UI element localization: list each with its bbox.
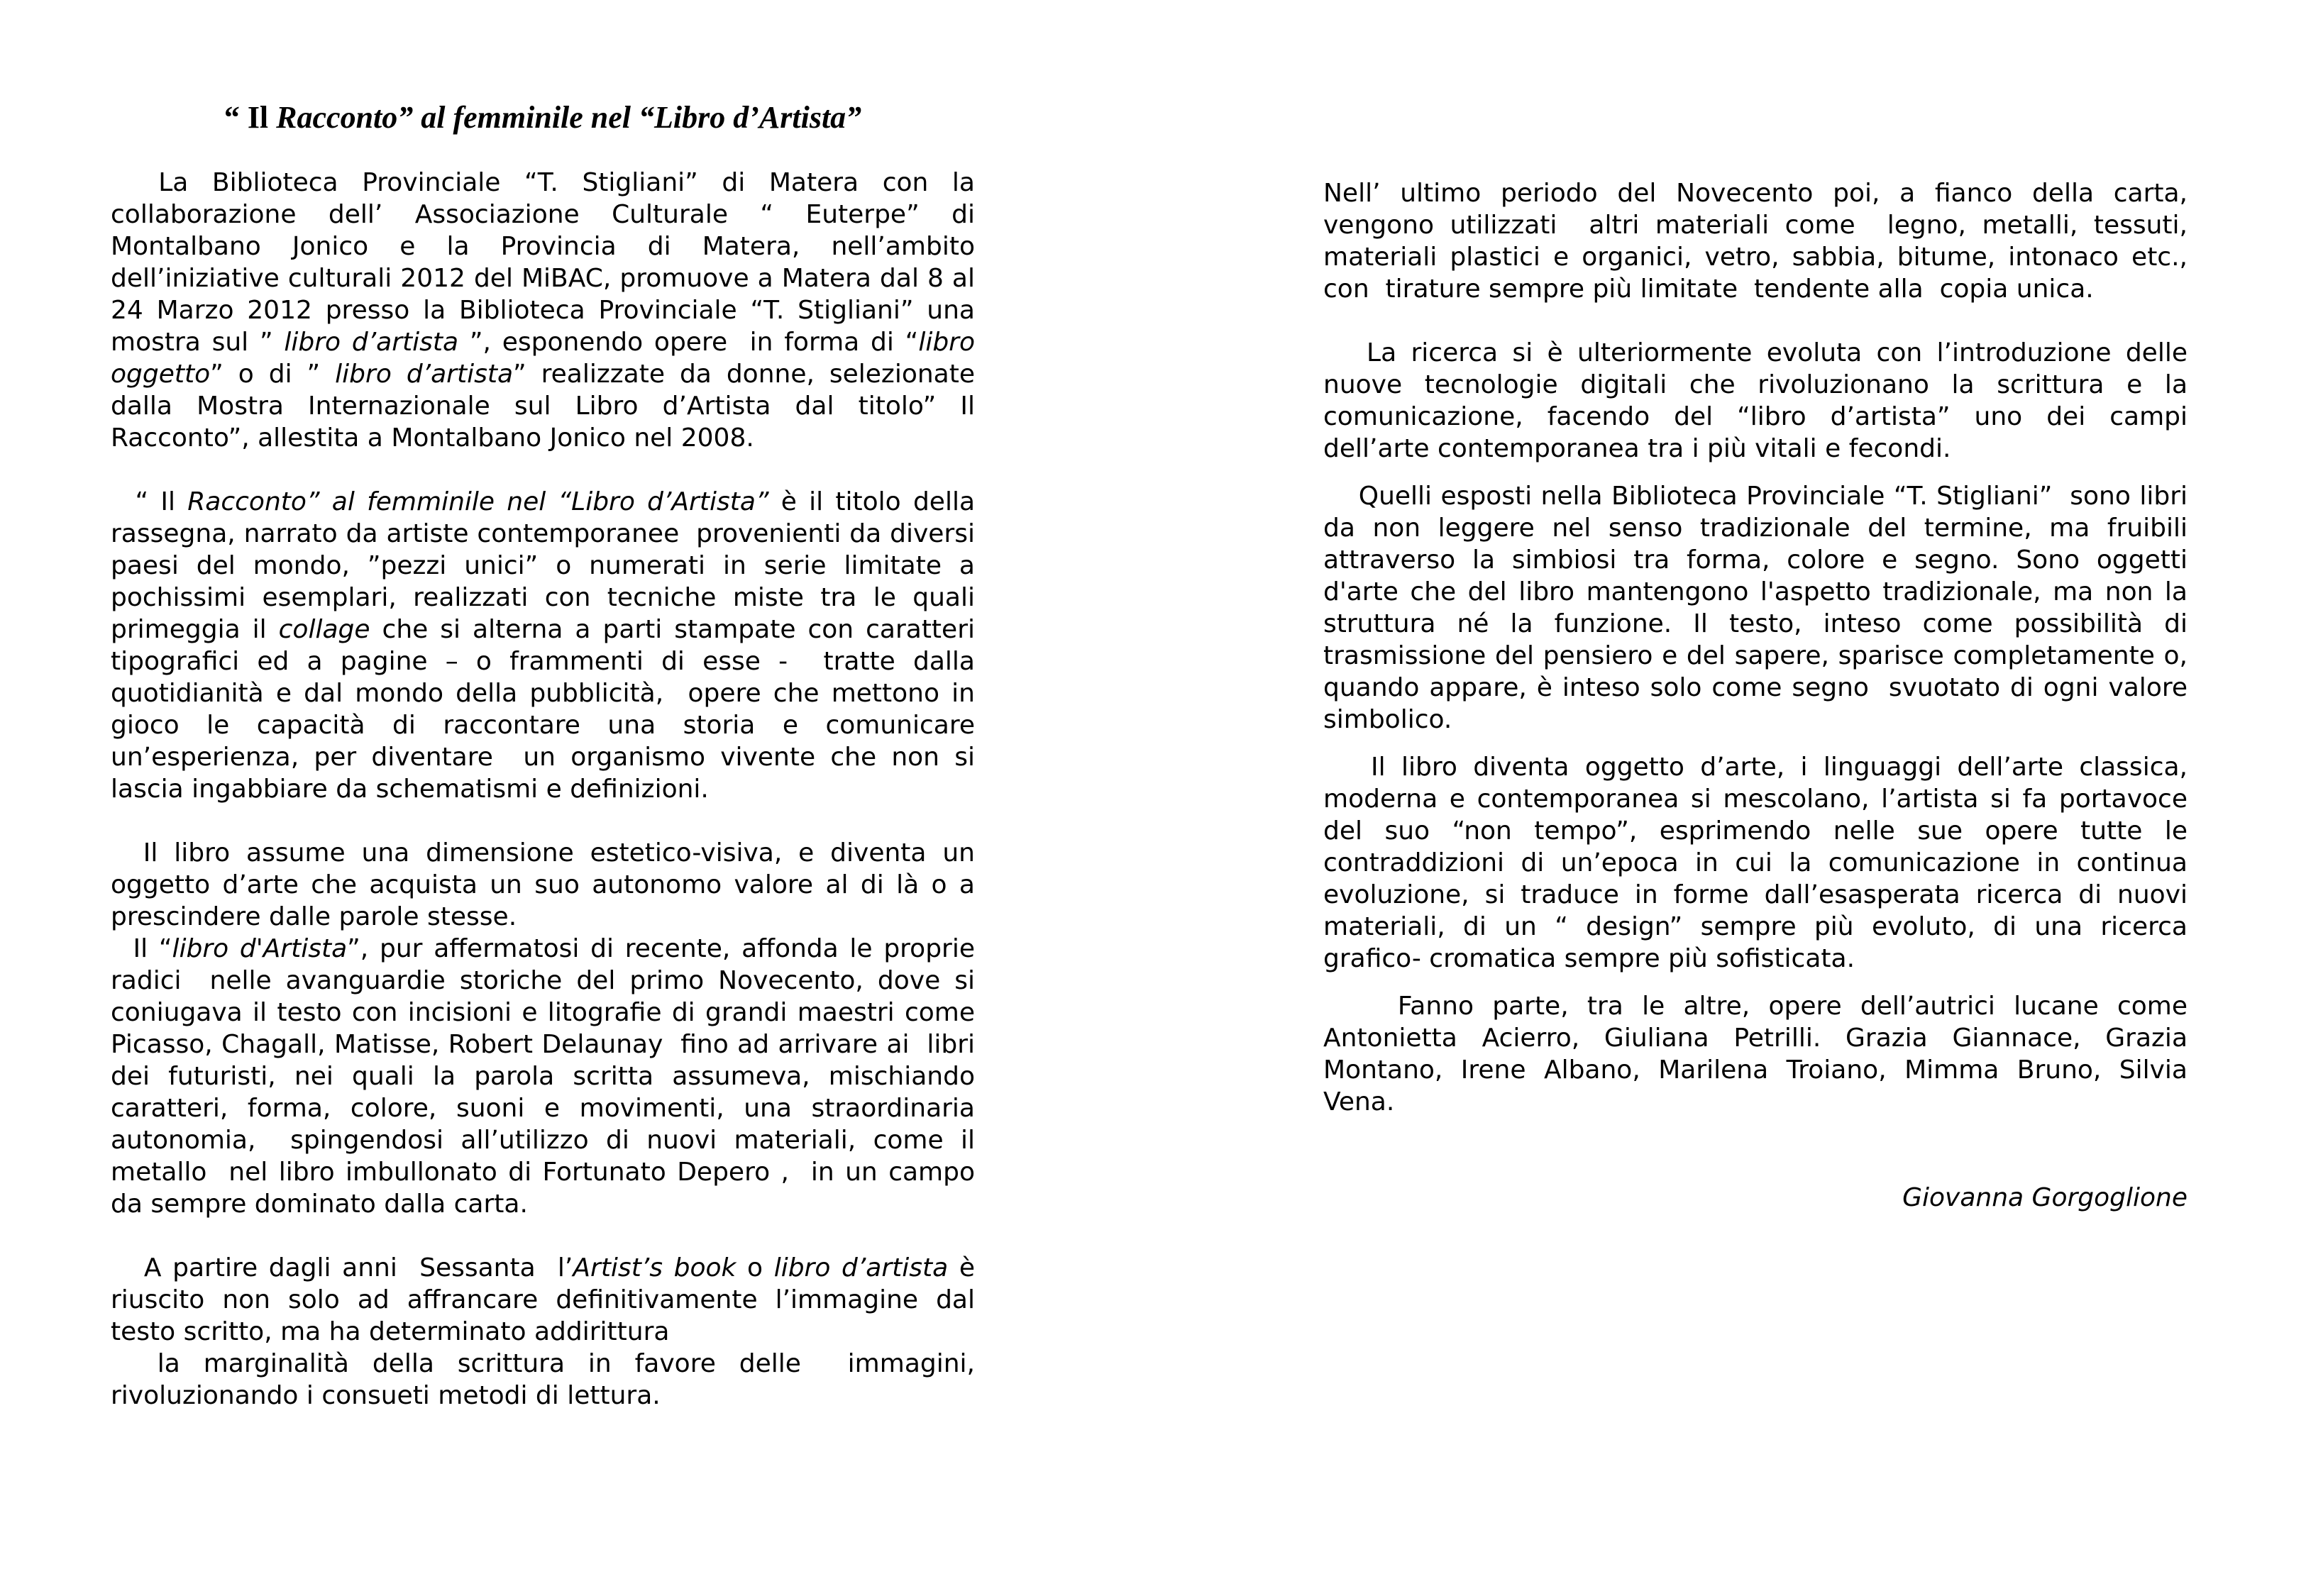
italic-run: libro d'Artista: [172, 934, 348, 963]
title-prefix: “ Il: [224, 100, 277, 135]
paragraph-autrici: Fanno parte, tra le altre, opere dell’autrici lucane come Antonietta Acierro, Giuliana Petrilli. Grazia Giannace, Grazia Montano, Irene Albano, Marilena Troiano, Mimma Bruno, Silvia Vena.: [1323, 992, 2196, 1116]
text-run: ” o di ”: [210, 360, 336, 389]
document-title: [111, 98, 975, 138]
text-run: che si alterna a parti stampate con caratteri tipografici ed a pagine – o frammenti di esse - tratte dalla quotidianità e dal mondo della pubblicità, opere che mettono in gioco le capacità di raccontare una storia e comunicare un’esperienza, per diventare un organismo vivente che non si lascia ingabbiare da schematismi e definizioni.: [111, 615, 983, 804]
spacer: [111, 454, 975, 486]
spacer: [111, 805, 975, 837]
paragraph-intro: [111, 167, 983, 454]
right-page: [1153, 0, 2306, 1596]
spacer: [1323, 305, 2188, 337]
italic-run: Racconto” al femminile nel “Libro d’Artista”: [187, 487, 769, 516]
spacer: [1323, 975, 2188, 990]
text-run: ” realizzate da donne, selezionate dalla Mostra Internazionale sul Libro d’Artista dal titolo” Il Racconto”, allestita a Montalbano Jonico nel 2008.: [111, 360, 983, 453]
right-column: [1323, 177, 2196, 1214]
paragraph-rassegna: [111, 486, 983, 805]
text-run: A partire dagli anni Sessanta l’: [111, 1253, 573, 1282]
spacer: [1323, 1118, 2188, 1150]
spacer: [111, 1220, 975, 1252]
paragraph-oggetto-arte: Il libro diventa oggetto d’arte, i linguaggi dell’arte classica, moderna e contemporanea si mescolano, l’artista si fa portavoce del suo “non tempo”, esprimendo nelle sue opere tutte le contraddizioni di un’epoca in cui la comunicazione in continua evoluzione, si traduce in forme dall’esasperata ricerca di nuovi materiali, di un “ design” sempre più evoluto, di una ricerca grafico- cromatica sempre più sofisticata.: [1323, 753, 2196, 973]
text-run: Il “: [111, 934, 172, 963]
italic-run: collage: [278, 615, 370, 644]
paragraph-ricerca: La ricerca si è ulteriormente evoluta con l’introduzione delle nuove tecnologie digitali che rivoluzionano la scrittura e la comunicazione, facendo del “libro d’artista” uno dei campi dell’arte contemporanea tra i più vitali e fecondi.: [1323, 338, 2196, 463]
italic-run: Artist’s book: [573, 1253, 737, 1282]
spacer: [1323, 1150, 2188, 1182]
paragraph-sessanta: [111, 1252, 983, 1348]
title-italic: Racconto” al femminile nel “Libro d’Artista”: [276, 100, 862, 135]
left-column: [111, 167, 991, 1412]
italic-run: libro d’artista: [773, 1253, 949, 1282]
paragraph-novecento: Nell’ ultimo periodo del Novecento poi, a fianco della carta, vengono utilizzati altri materiali come legno, metalli, tessuti, materiali plastici e organici, vetro, sabbia, bitume, intonaco etc., con tirature sempre più limitate tendente alla copia unica.: [1323, 179, 2196, 304]
text-run: “ Il: [111, 487, 188, 516]
text-run: o: [736, 1253, 774, 1282]
italic-run: libro oggetto: [111, 328, 983, 389]
text-run: è il titolo della rassegna, narrato da artiste contemporanee provenienti da diversi paesi del mondo, ”pezzi unici” o numerati in serie limitate a pochissimi esemplari, realizzati con tecniche miste tra le quali primeggia il: [111, 487, 983, 644]
italic-run: libro d’artista: [335, 360, 514, 389]
text-run: ”, esponendo opere in forma di “: [458, 328, 919, 357]
paragraph-radici: [111, 933, 991, 1220]
spacer: [1323, 465, 2188, 480]
text-run: ”, pur affermatosi di recente, affonda le proprie radici nelle avanguardie storiche del primo Novecento, dove si coniugava il testo con incisioni e litografie di grandi maestri come Picasso, Chagall, Matisse, Robert Delaunay fino ad arrivare ai libri dei futuristi, nei quali la parola scritta assumeva, mischiando caratteri, forma, colore, suoni e movimenti, una straordinaria autonomia, spingendosi all’utilizzo di nuovi materiali, come il metallo nel libro imbullonato di Fortunato Depero , in un campo da sempre dominato dalla carta.: [111, 934, 991, 1219]
paragraph-marginalita: la marginalità della scrittura in favore delle immagini, rivoluzionando i consueti metodi di lettura.: [111, 1349, 983, 1410]
italic-run: libro d’artista: [284, 328, 459, 357]
spacer: [1323, 736, 2188, 751]
paragraph-dimensione: Il libro assume una dimensione estetico-visiva, e diventa un oggetto d’arte che acquista un suo autonomo valore al di là o a prescindere dalle parole stesse.: [111, 838, 983, 931]
text-run: La Biblioteca Provinciale “T. Stigliani” di Matera con la collaborazione dell’ Associazione Culturale “ Euterpe” di Montalbano Jonico e la Provincia di Matera, nell’ambito dell’iniziative culturali 2012 del MiBAC, promuove a Matera dal 8 al 24 Marzo 2012 presso la Biblioteca Provinciale “T. Stigliani” una mostra sul ”: [111, 168, 983, 357]
paragraph-esposti: Quelli esposti nella Biblioteca Provinciale “T. Stigliani” sono libri da non leggere nel senso tradizionale del termine, ma fruibili attraverso la simbiosi tra forma, colore e segno. Sono oggetti d'arte che del libro mantengono l'aspetto tradizionale, ma non la struttura né la funzione. Il testo, inteso come possibilità di trasmissione del pensiero e del sapere, sparisce completamente o, quando appare, è inteso solo come segno svuotato di ogni valore simbolico.: [1323, 482, 2196, 734]
text-run: è riuscito non solo ad affrancare definitivamente l’immagine dal testo scritto, ma ha determinato addirittura: [111, 1253, 983, 1346]
signature: Giovanna Gorgoglione: [1902, 1183, 2188, 1212]
